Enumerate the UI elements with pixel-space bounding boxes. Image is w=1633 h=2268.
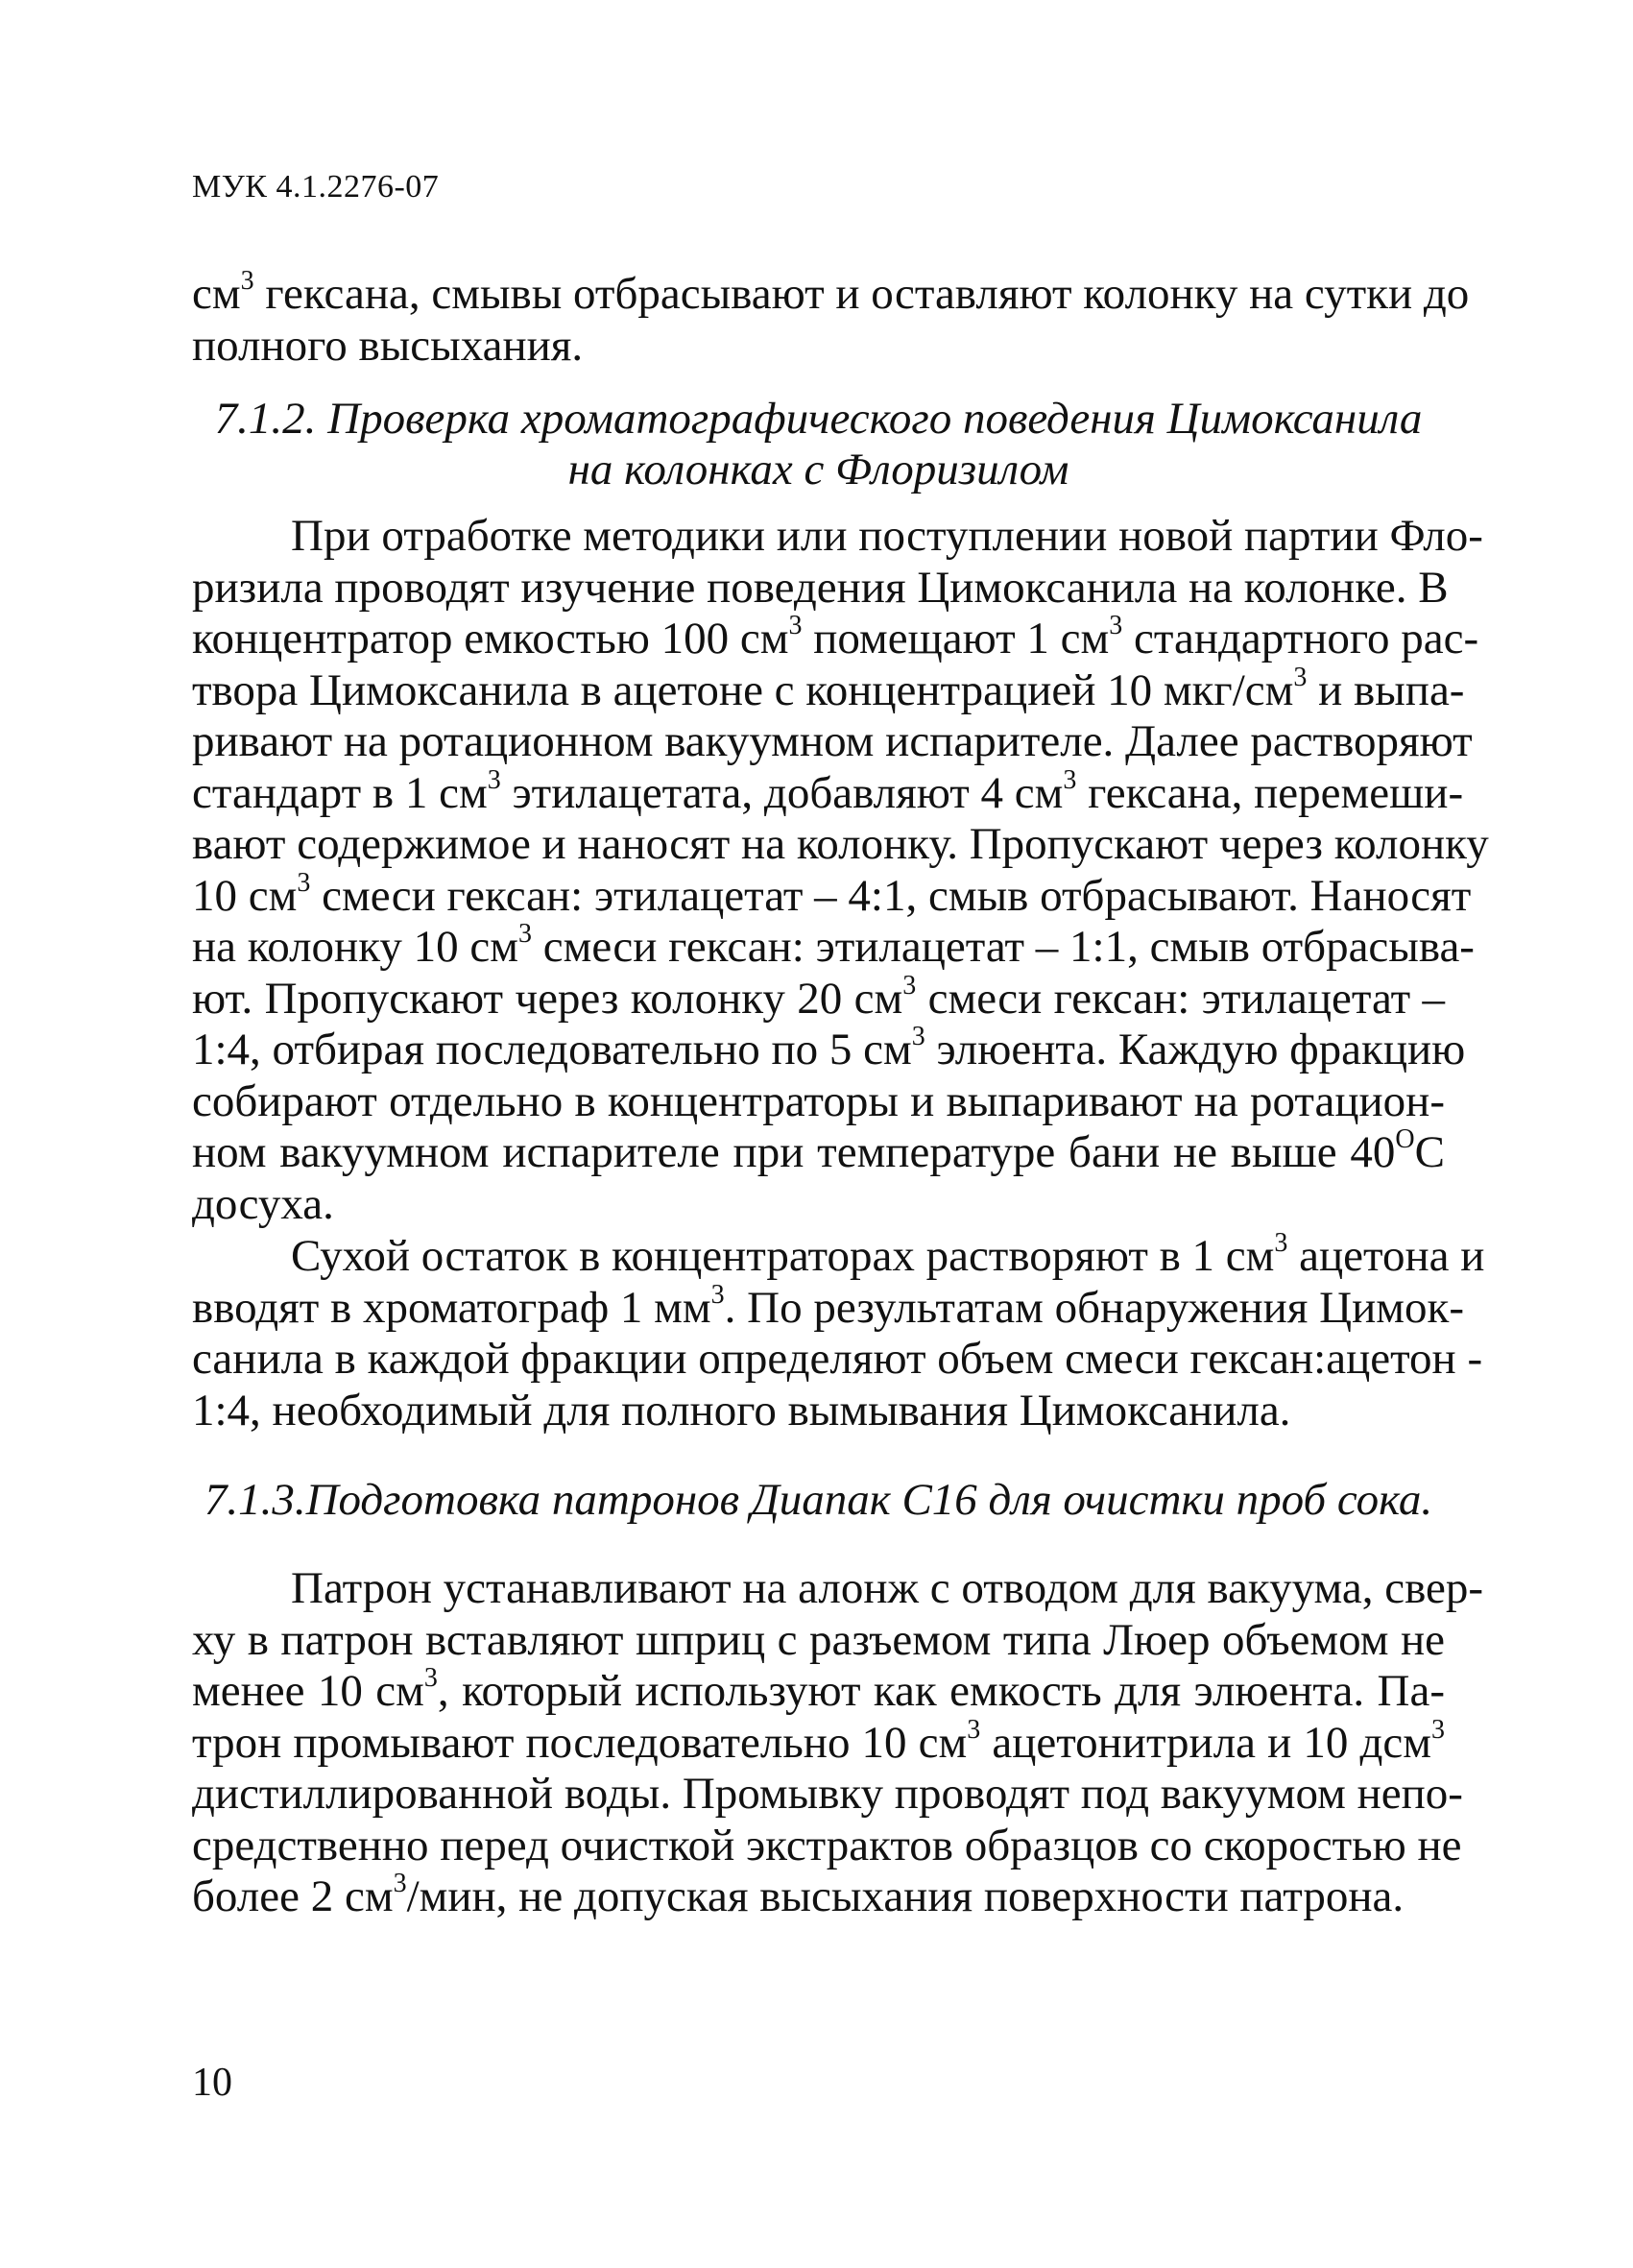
text-line: концентратор емкостью 100 $см^3$ помещают 1 $см^3$ стандартного рас- [192, 611, 1479, 664]
text-line: твора Цимоксанила в ацетоне с концентрацией 10 мкг/$см^3$ и выпа- [192, 662, 1465, 715]
text-line: ривают на ротационном вакуумном испарителе. Далее растворяют [192, 716, 1473, 766]
text-line: ном вакуумном испарителе при температуре бани не выше $40^OС$ [192, 1124, 1445, 1177]
section-7-1-2-paragraph-1 [192, 511, 1489, 1230]
heading-line: на колонках с Флоризилом [567, 445, 1069, 495]
text-line: Патрон устанавливают на алонж с отводом для вакуума, свер- [291, 1563, 1484, 1613]
text-line: стандарт в 1 $см^3$ этилацетата, добавляют 4 $см^3$ гексана, перемеши- [192, 764, 1464, 818]
section-7-1-2-paragraph-2 [192, 1228, 1485, 1436]
section-heading-7-1-2 [192, 394, 1445, 495]
section-7-1-3-paragraph [192, 1563, 1484, 1923]
text-line: вводят в хроматограф 1 $мм^3$. По результатам обнаружения Цимок- [192, 1279, 1464, 1333]
text-line: досуха. [192, 1178, 334, 1229]
text-line: вают содержимое и наносят на колонку. Пропускают через колонку [192, 819, 1489, 869]
text-line: ху в патрон вставляют шприц с разъемом типа Люер объемом не [192, 1614, 1445, 1665]
text-line: Сухой остаток в концентраторах растворяют в 1 $см^3$ ацетона и [291, 1228, 1485, 1281]
text-line: собирают отдельно в концентраторы и выпаривают на ротацион- [192, 1075, 1445, 1126]
text-line: 1:4, отбирая последовательно по 5 $см^3$ элюента. Каждую фракцию [192, 1022, 1466, 1074]
text-line: менее 10 $см^3$, который используют как емкость для элюента. Па- [192, 1663, 1445, 1716]
text-line: средственно перед очисткой экстрактов образцов со скоростью не [192, 1820, 1462, 1870]
text-line: трон промывают последовательно 10 $см^3$ ацетонитрила и 10 дсм$^3$ [192, 1714, 1445, 1768]
text-line: ризила проводят изучение поведения Цимоксанила на колонке. В [192, 562, 1449, 613]
text-line: полного высыхания. [192, 320, 584, 371]
document-code: МУК 4.1.2276-07 [192, 169, 440, 205]
text-line: ют. Пропускают через колонку 20 $см^3$ смеси гексан: этилацетат – [192, 970, 1445, 1024]
page-number: 10 [192, 2061, 232, 2105]
text-line: дистиллированной воды. Промывку проводят под вакуумом непо- [192, 1769, 1463, 1819]
text-line: $см^3$ гексана, смывы отбрасывают и оставляют колонку на сутки до [192, 266, 1470, 319]
text-line: более 2 $см^3$/мин, не допуская высыхания поверхности патрона. [192, 1869, 1405, 1921]
heading-line: 7.1.2. Проверка хроматографического поведения Цимоксанила [214, 394, 1423, 444]
section-heading-7-1-3: 7.1.3.Подготовка патронов Диапак С16 для очистки проб сока. [204, 1475, 1433, 1525]
text-line: на колонку 10 $см^3$ смеси гексан: этилацетат – 1:1, смыв отбрасыва- [192, 919, 1475, 972]
text-line: санила в каждой фракции определяют объем смеси гексан:ацетон - [192, 1334, 1483, 1384]
text-line: При отработке методики или поступлении новой партии Фло- [291, 511, 1483, 561]
text-line: 10 $см^3$ смеси гексан: этилацетат – 4:1, смыв отбрасывают. Наносят [192, 867, 1472, 921]
text-line: 1:4, необходимый для полного вымывания Цимоксанила. [192, 1385, 1291, 1436]
intro-paragraph [192, 266, 1470, 372]
